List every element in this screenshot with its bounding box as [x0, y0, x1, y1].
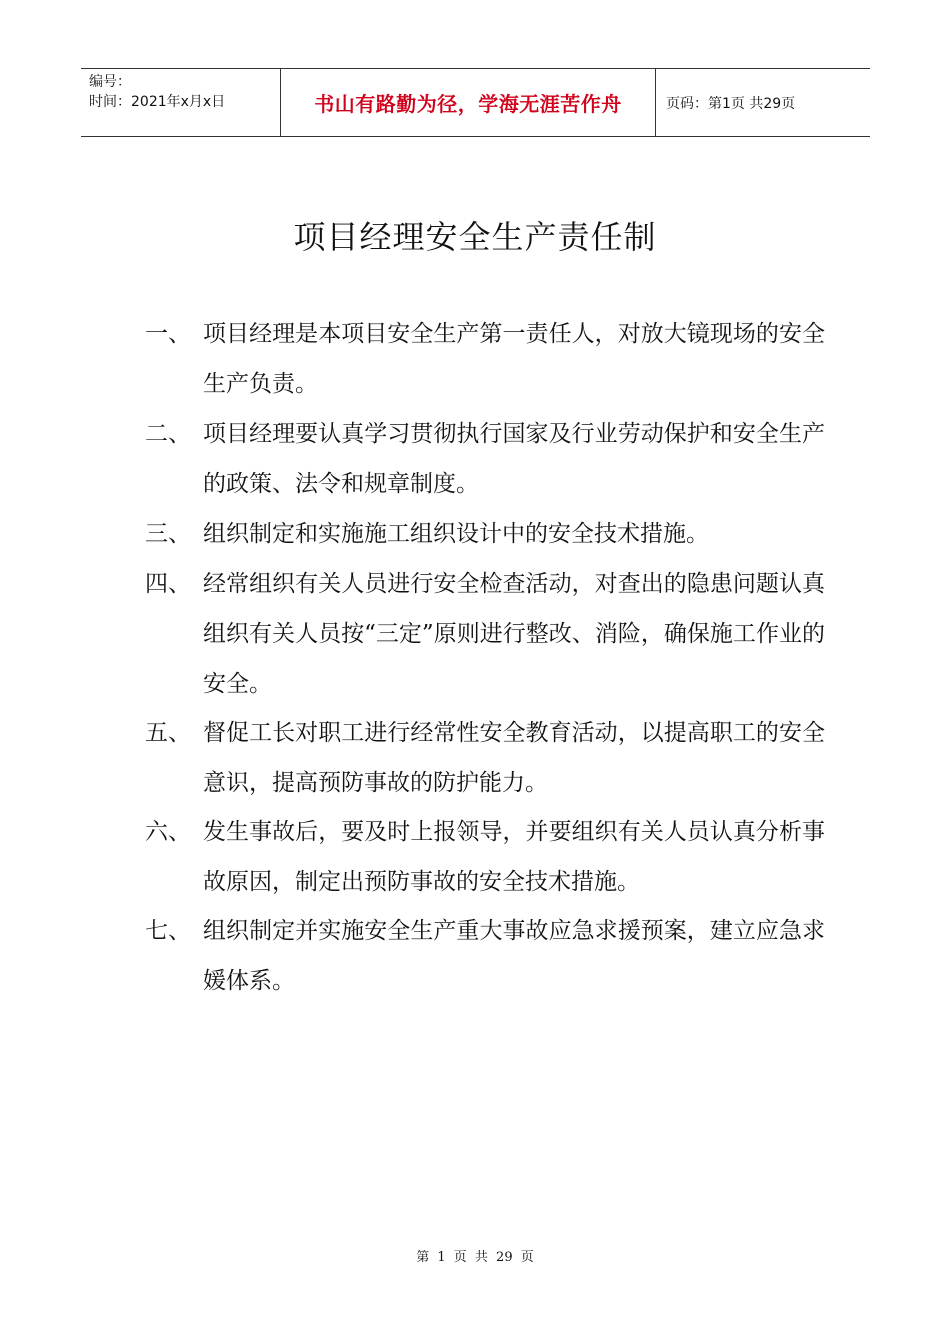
document-date-label: 时间：2021年x月x日 [89, 94, 226, 110]
list-item-text: 项目经理是本项目安全生产第一责任人，对放大镜现场的安全生产负责。 [203, 321, 825, 397]
page-header [81, 68, 870, 137]
page-footer: 第 1 页 共 29 页 [416, 1250, 534, 1265]
document-number-label: 编号： [89, 74, 131, 90]
list-item-text: 项目经理要认真学习贯彻执行国家及行业劳动保护和安全生产的政策、法令和规章制度。 [203, 421, 825, 497]
list-item-number: 七、 [145, 918, 191, 944]
list-item [145, 409, 825, 509]
list-item-number: 三、 [145, 521, 191, 547]
list-item-text: 经常组织有关人员进行安全检查活动，对查出的隐患问题认真组织有关人员按“三定”原则进行整改、消险，确保施工作业的安全。 [203, 571, 825, 697]
document-title: 项目经理安全生产责任制 [293, 218, 657, 256]
header-page-number: 页码：第1页 共29页 [666, 95, 796, 112]
list-item-number: 二、 [145, 421, 191, 447]
header-meta [81, 69, 281, 136]
header-motto: 书山有路勤为径，学海无涯苦作舟 [281, 69, 656, 136]
list-item-number: 五、 [145, 720, 191, 746]
list-item [145, 309, 825, 409]
list-item-text: 组织制定和实施施工组织设计中的安全技术措施。 [203, 521, 709, 547]
list-item [145, 559, 825, 709]
list-item-number: 一、 [145, 321, 191, 347]
list-item-number: 六、 [145, 819, 191, 845]
list-item [145, 906, 825, 1006]
list-item [145, 708, 825, 808]
list-item-text: 组织制定并实施安全生产重大事故应急求援预案，建立应急求媛体系。 [203, 918, 825, 994]
list-item-number: 四、 [145, 571, 191, 597]
list-item [145, 509, 825, 559]
list-item-text: 发生事故后，要及时上报领导，并要组织有关人员认真分析事故原因，制定出预防事故的安全技术措施。 [203, 819, 825, 895]
list-item [145, 807, 825, 907]
list-item-text: 督促工长对职工进行经常性安全教育活动，以提高职工的安全意识，提高预防事故的防护能力。 [203, 720, 825, 796]
